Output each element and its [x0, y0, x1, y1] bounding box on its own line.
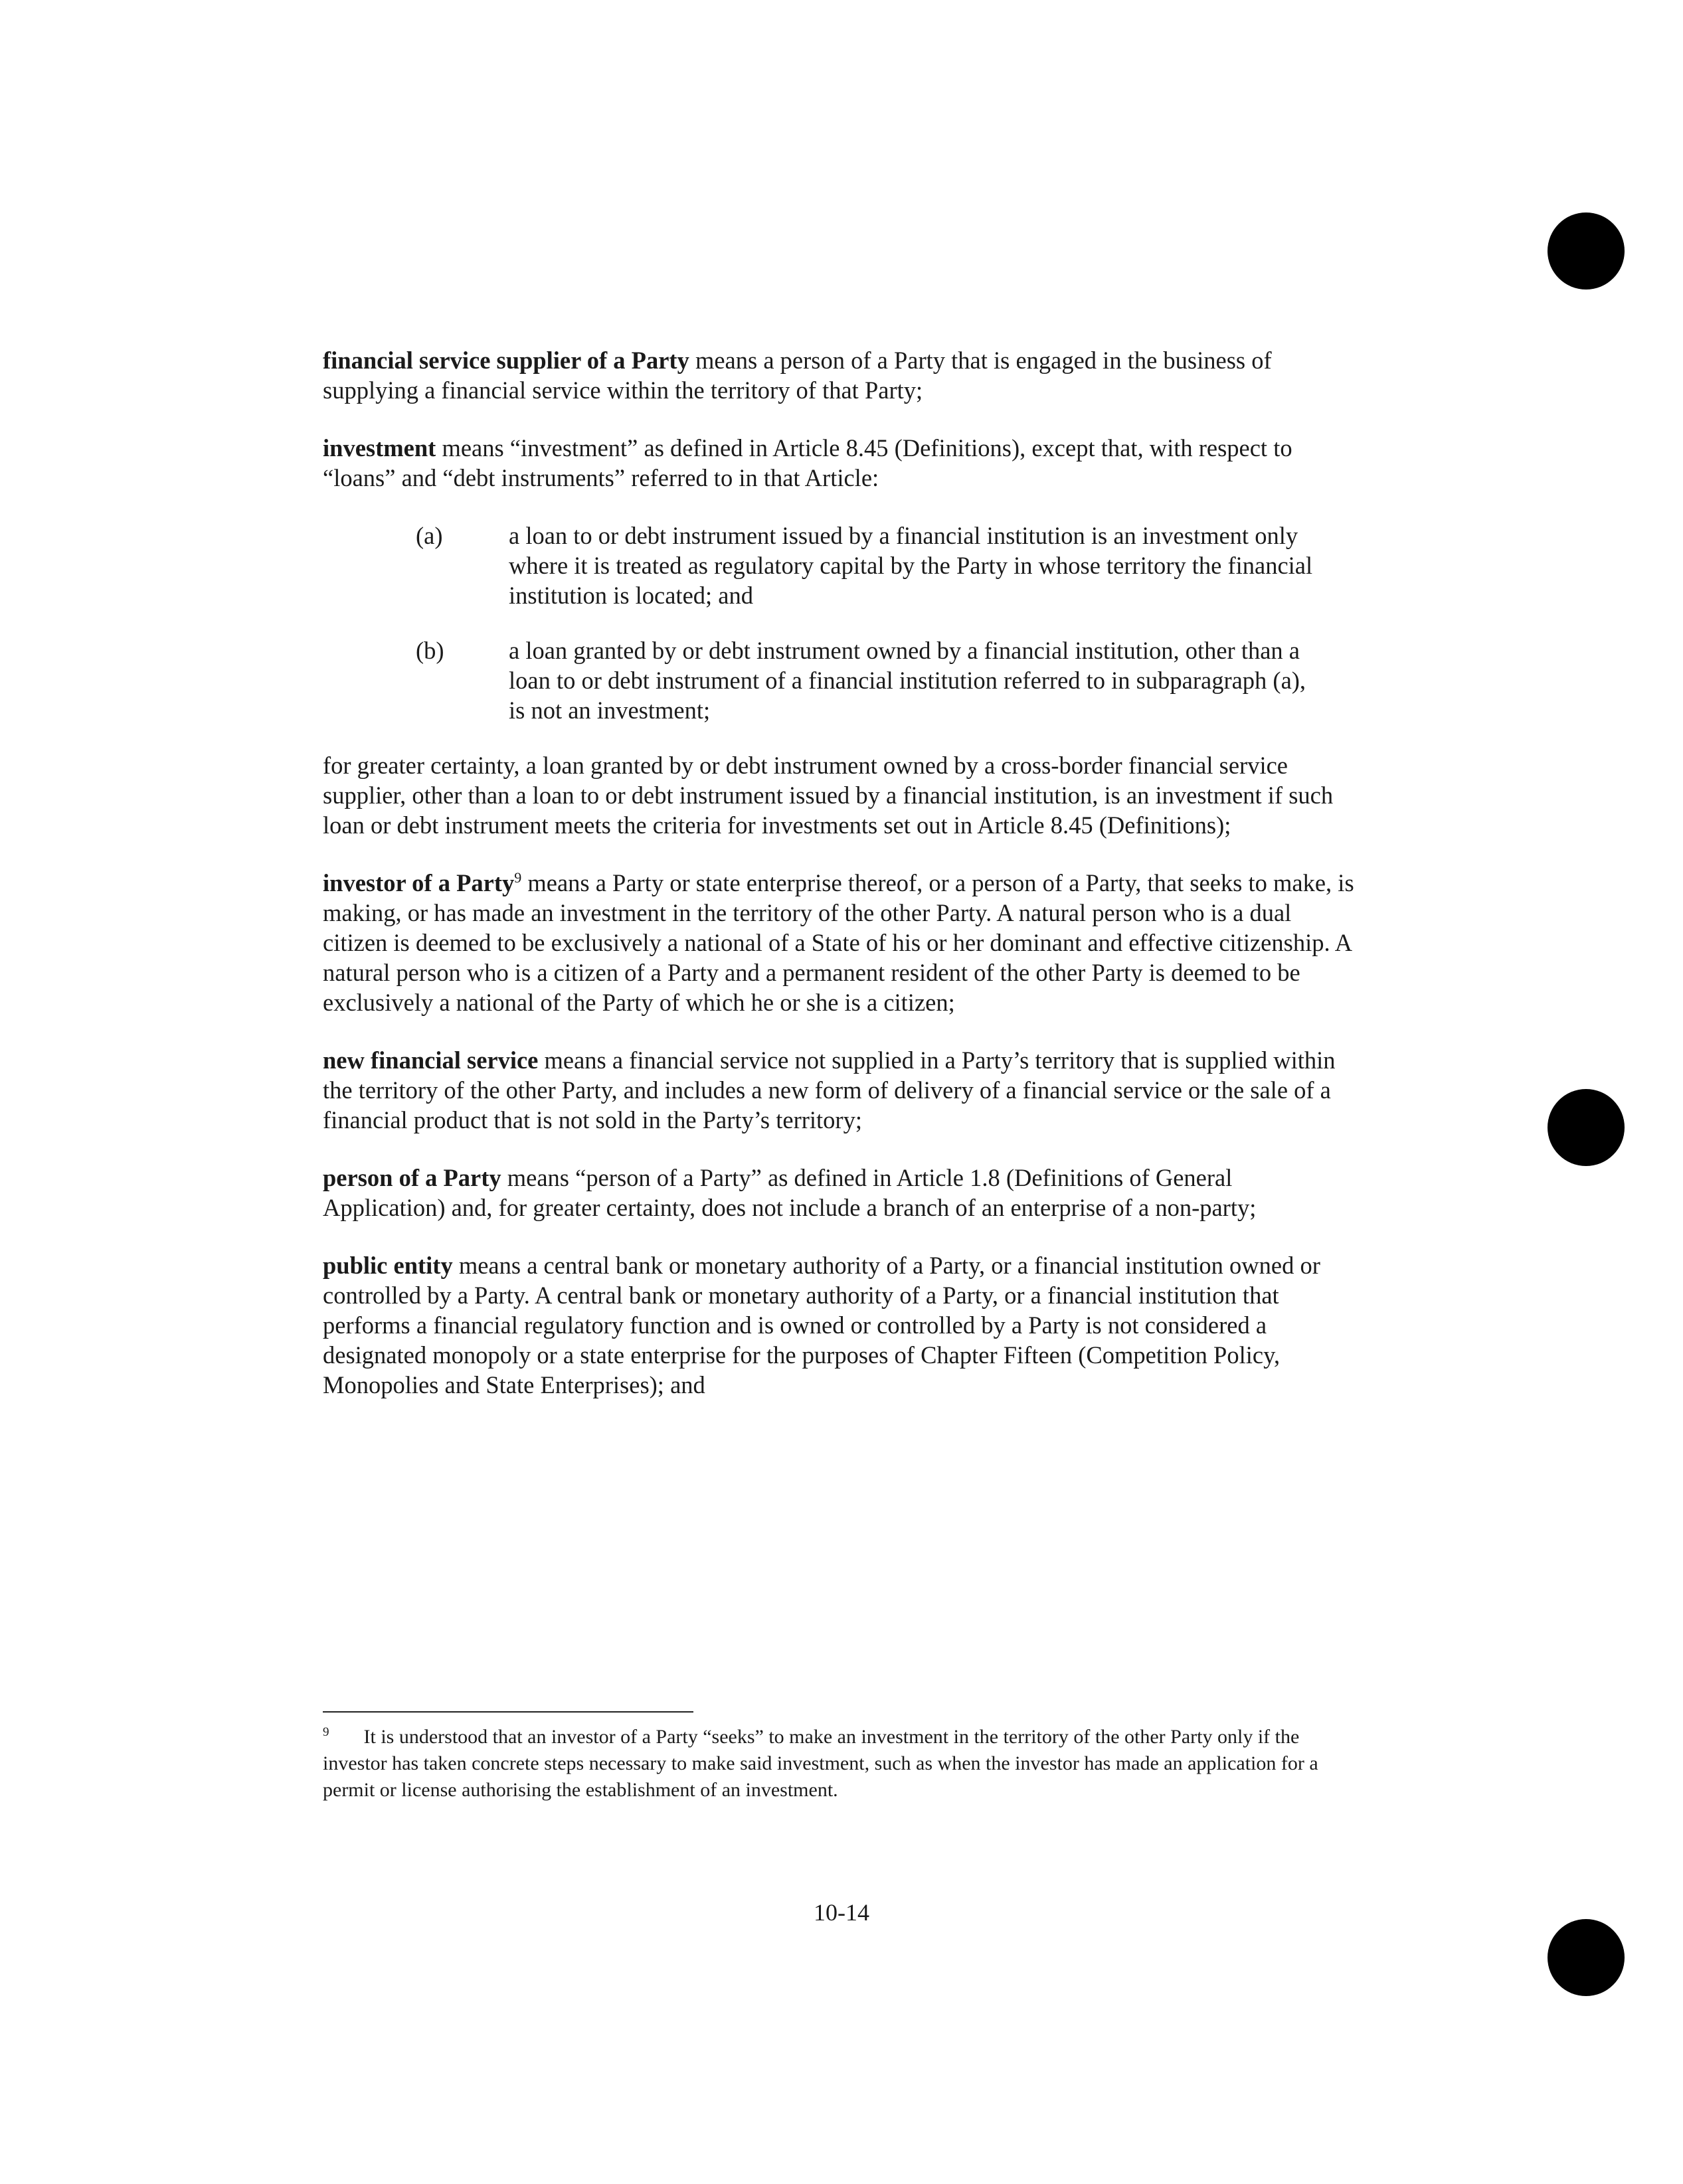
definition-term: new financial service	[323, 1047, 539, 1074]
definition-text: means “investment” as defined in Article 8.45 (Definitions), except that, with respect to “loans” and “debt instruments” referred to in that Article:	[323, 434, 1292, 491]
footnote-reference: 9	[514, 869, 522, 886]
subparagraph-label: (a)	[416, 522, 443, 549]
subparagraph-b	[323, 635, 1359, 725]
definition-text: means a central bank or monetary authority of a Party, or a financial institution owned or controlled by a Party. A central bank or monetary authority of a Party, or a financial institution that performs a financial regulatory function and is owned or controlled by a Party is not considered a designated monopoly or a state enterprise for the purposes of Chapter Fifteen (Competition Policy, Monopolies and State Enterprises); and	[323, 1252, 1320, 1398]
definition-text: means a Party or state enterprise thereof, or a person of a Party, that seeks to make, is making, or has made an investment in the territory of the other Party. A natural person who is a dual citizen is deemed to be exclusively a national of a State of his or her dominant and effective citizenship. A natural person who is a citizen of a Party and a permanent resident of the other Party is deemed to be exclusively a national of the Party of which he or she is a citizen;	[323, 869, 1354, 1016]
punch-hole-bottom	[1548, 1919, 1625, 1996]
definition-investor	[323, 868, 1359, 1017]
punch-hole-top	[1548, 212, 1625, 290]
definition-new-financial-service	[323, 1045, 1359, 1135]
definition-person-of-a-party	[323, 1163, 1359, 1222]
definition-investment	[323, 433, 1359, 493]
footnote-separator	[323, 1711, 693, 1713]
subparagraph-text: a loan granted by or debt instrument owned by a financial institution, other than a loan to or debt instrument of a financial institution referred to in subparagraph (a), is not an investment;	[509, 637, 1306, 724]
document-body	[323, 345, 1359, 1428]
definition-financial-service-supplier	[323, 345, 1359, 405]
footnote	[323, 1724, 1326, 1804]
subparagraph-text: a loan to or debt instrument issued by a financial institution is an investment only where it is treated as regulatory capital by the Party in whose territory the financial institution is located; and	[509, 522, 1313, 609]
definition-public-entity	[323, 1250, 1359, 1400]
definition-text: means a financial service not supplied in a Party’s territory that is supplied within the territory of the other Party, and includes a new form of delivery of a financial service or the sale of a financial product that is not sold in the Party’s territory;	[323, 1047, 1336, 1134]
footnote-number: 9	[323, 1725, 329, 1739]
definition-term: person of a Party	[323, 1164, 501, 1191]
page-number: 10-14	[814, 1899, 869, 1926]
definition-text: means a person of a Party that is engaged in the business of supplying a financial service within the territory of that Party;	[323, 347, 1272, 404]
punch-hole-middle	[1548, 1089, 1625, 1166]
definition-text: means “person of a Party” as defined in Article 1.8 (Definitions of General Application) and, for greater certainty, does not include a branch of an enterprise of a non-party;	[323, 1164, 1257, 1221]
definition-term: investor of a Party	[323, 869, 515, 896]
subparagraph-a	[323, 521, 1359, 610]
definition-term: public entity	[323, 1252, 453, 1279]
definition-term: investment	[323, 434, 436, 462]
definition-term: financial service supplier of a Party	[323, 347, 689, 374]
certainty-paragraph: for greater certainty, a loan granted by or debt instrument owned by a cross-border financial service supplier, other than a loan to or debt instrument issued by a financial institution, is an investment if such loan or debt instrument meets the criteria for investments set out in Article 8.45 (Definitions);	[323, 752, 1334, 839]
subparagraph-label: (b)	[416, 637, 444, 664]
footnote-text: It is understood that an investor of a Party “seeks” to make an investment in the territory of the other Party only if the investor has taken concrete steps necessary to make said investment, such as when the investor has made an application for a permit or license authorising the establishment of an investment.	[323, 1726, 1318, 1801]
